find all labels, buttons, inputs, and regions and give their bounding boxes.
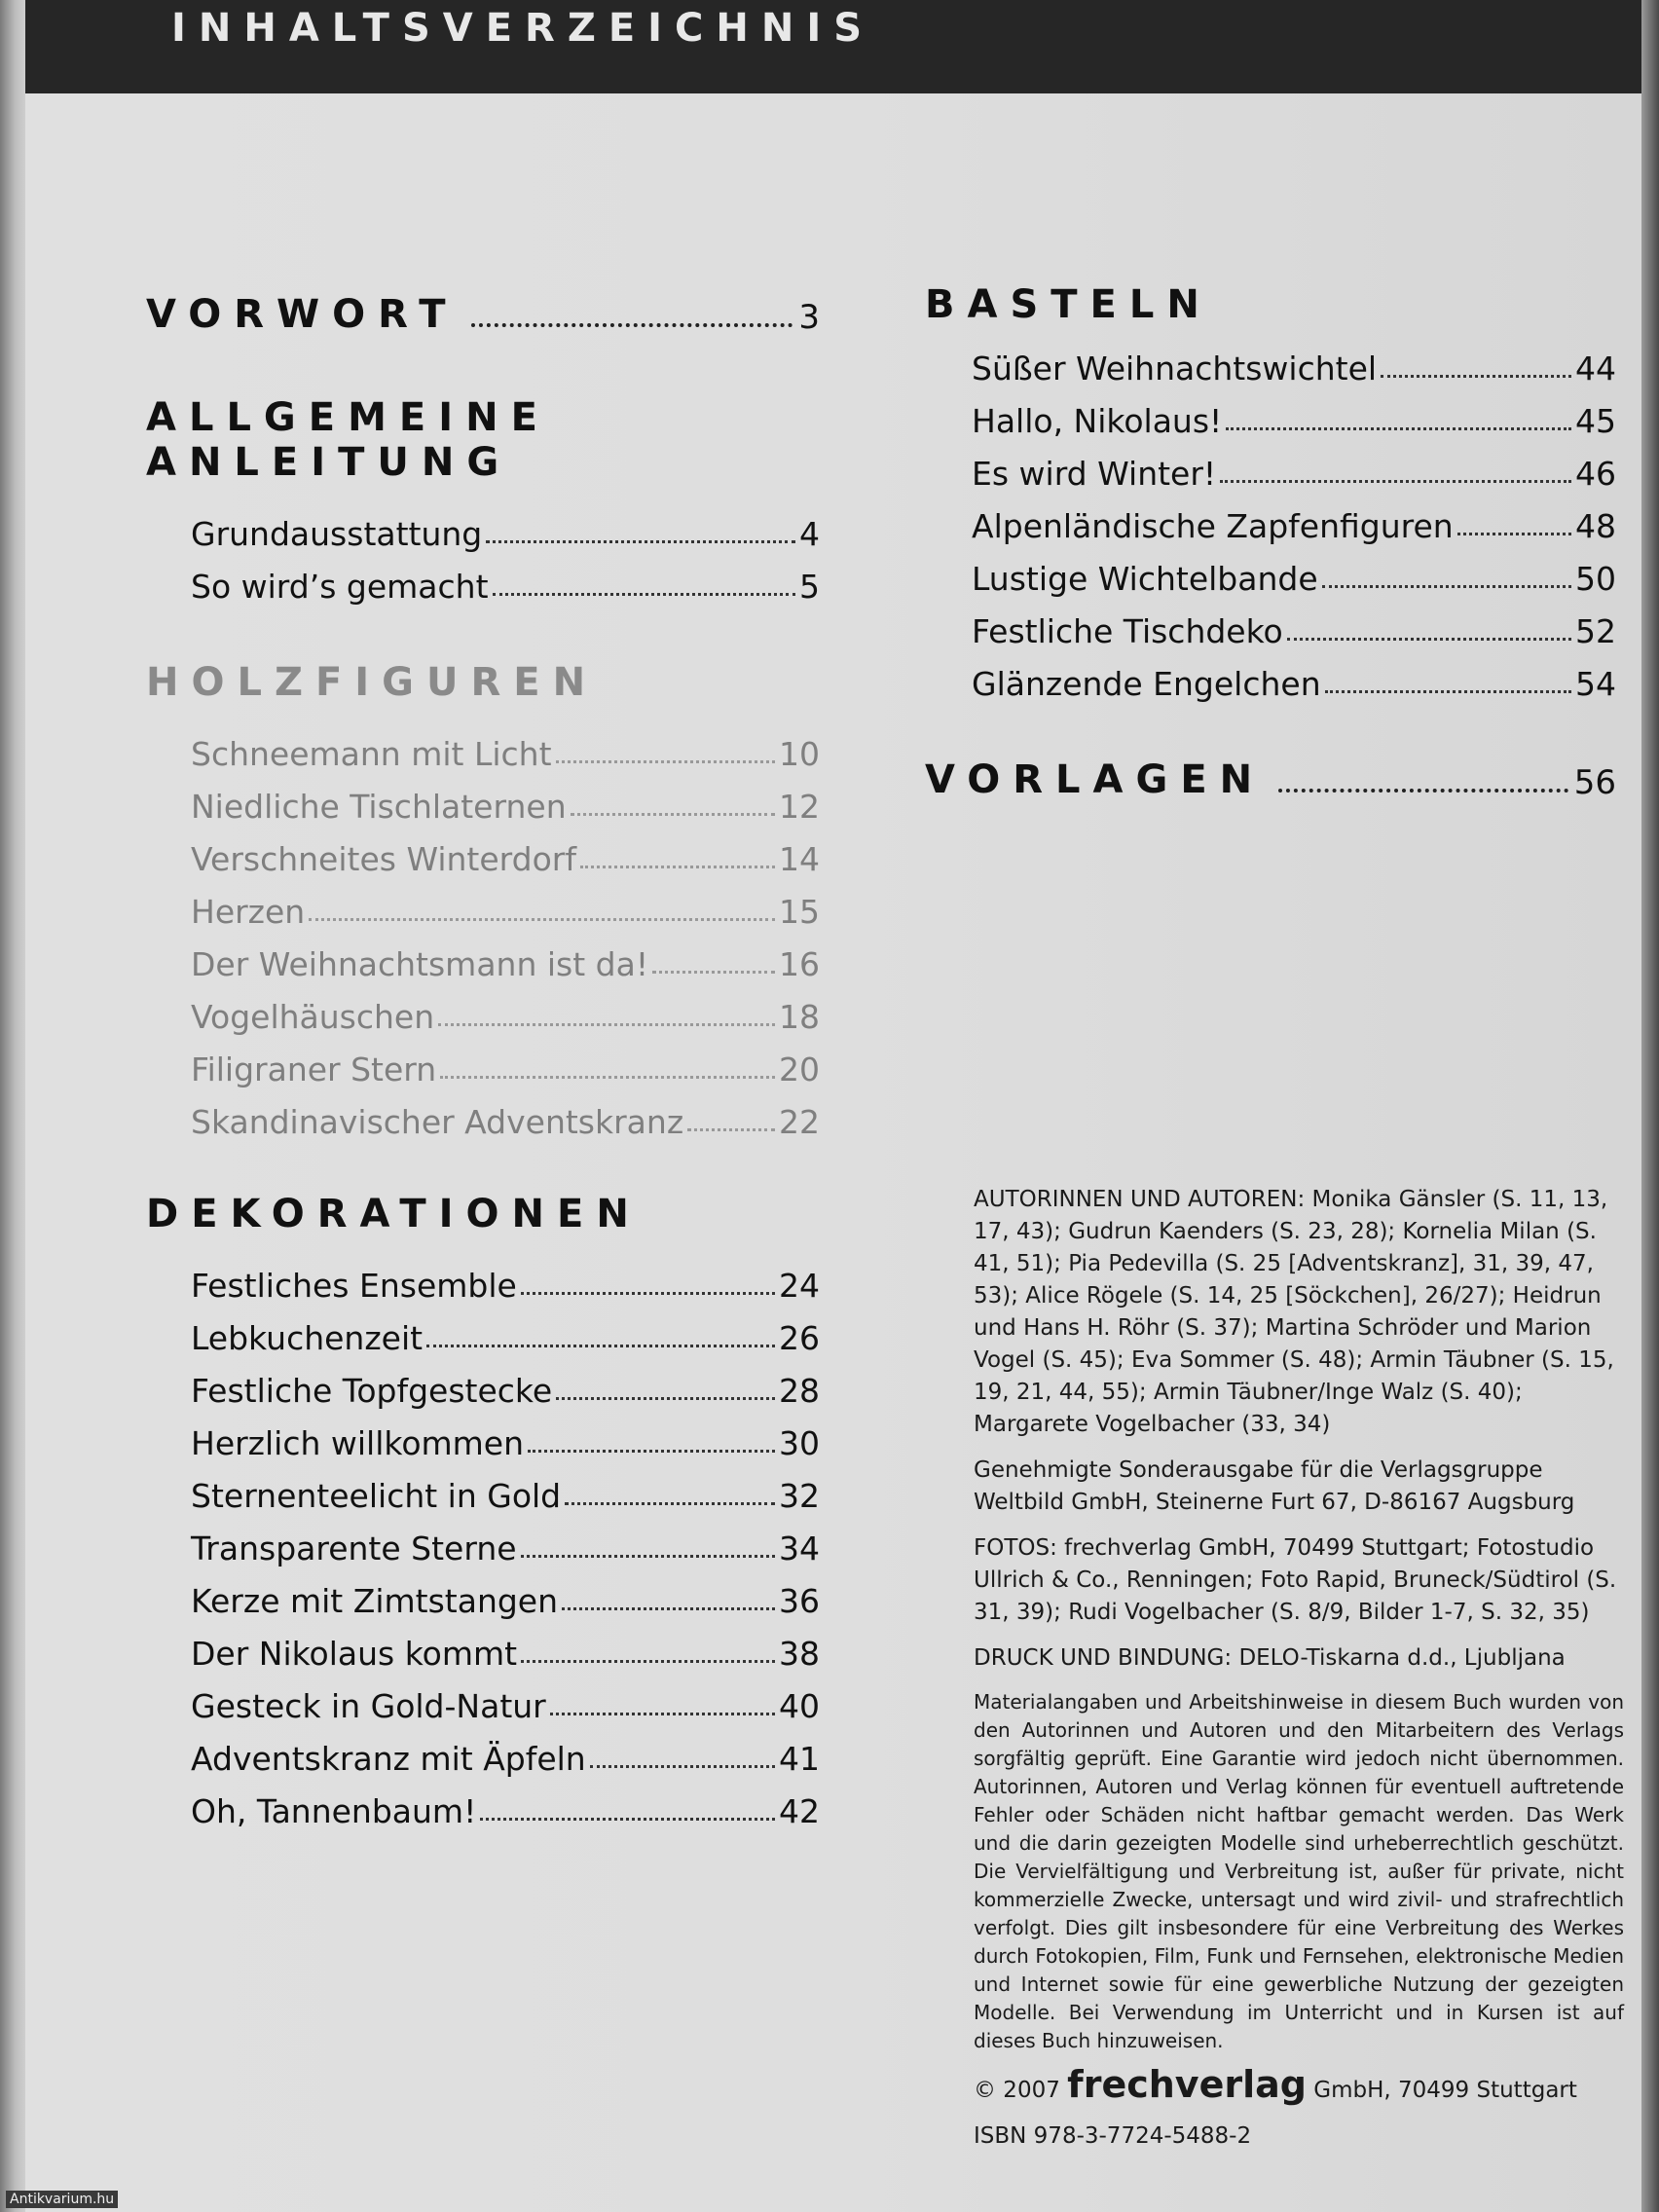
toc-entry[interactable] <box>191 773 820 826</box>
copyright-prefix: © 2007 <box>974 2078 1060 2103</box>
section-list-holzfiguren <box>191 720 820 1141</box>
dot-leader <box>521 1660 775 1663</box>
dot-leader <box>556 1397 775 1400</box>
entry-label: Verschneites Winterdorf <box>191 840 576 878</box>
entry-label: Alpenländische Zapfenfiguren <box>972 507 1454 545</box>
section-list-dekorationen <box>191 1252 820 1830</box>
toc-entry[interactable] <box>191 720 820 773</box>
entry-label: Es wird Winter! <box>972 455 1217 493</box>
entry-label: Hallo, Nikolaus! <box>972 402 1223 440</box>
page-number: 40 <box>779 1687 820 1725</box>
toc-right-column <box>925 282 1616 802</box>
entry-label: Lebkuchenzeit <box>191 1319 424 1357</box>
section-title-basteln: BASTELN <box>925 282 1212 327</box>
entry-label: Niedliche Tischlaternen <box>191 788 567 826</box>
dot-leader <box>480 1818 775 1821</box>
dot-leader <box>1322 585 1571 588</box>
entry-label: Transparente Sterne <box>191 1530 517 1567</box>
dot-leader <box>438 1023 775 1026</box>
toc-entry[interactable] <box>191 500 820 553</box>
toc-entry[interactable] <box>972 335 1616 387</box>
isbn: ISBN 978-3-7724-5488-2 <box>974 2123 1252 2149</box>
page-title: INHALTSVERZEICHNIS <box>171 6 875 51</box>
toc-entry[interactable] <box>191 983 820 1036</box>
page-number: 14 <box>779 840 820 878</box>
toc-entry[interactable] <box>972 545 1616 598</box>
page-number: 56 <box>1573 763 1616 802</box>
entry-label: Festliches Ensemble <box>191 1267 517 1305</box>
dot-leader <box>493 593 795 596</box>
dot-leader <box>440 1076 775 1079</box>
toc-entry[interactable] <box>191 1305 820 1357</box>
copyright-line <box>974 2063 1624 2107</box>
page-number: 22 <box>779 1103 820 1141</box>
entry-label: So wird’s gemacht <box>191 568 489 606</box>
dot-leader <box>528 1450 775 1453</box>
section-title-holzfiguren: HOLZFIGUREN <box>146 660 599 705</box>
dot-leader <box>550 1713 775 1715</box>
toc-entry[interactable] <box>191 1567 820 1620</box>
dot-leader <box>521 1555 775 1558</box>
publisher-brand: frechverlag <box>1067 2063 1307 2106</box>
page-number: 5 <box>799 568 820 606</box>
page-number: 54 <box>1575 665 1616 703</box>
toc-entry[interactable] <box>972 598 1616 650</box>
entry-label: Oh, Tannenbaum! <box>191 1792 477 1830</box>
dot-leader <box>565 1502 775 1505</box>
toc-vorwort[interactable] <box>146 292 820 337</box>
toc-entry[interactable] <box>191 1088 820 1141</box>
toc-entry[interactable] <box>191 931 820 983</box>
page-number: 12 <box>779 788 820 826</box>
dot-leader <box>1381 375 1571 378</box>
entry-label: Sternenteelicht in Gold <box>191 1477 562 1515</box>
page-number: 50 <box>1575 560 1616 598</box>
header-bar <box>25 0 1641 93</box>
section-list-allgemeine <box>191 500 820 606</box>
page-number: 3 <box>798 298 820 337</box>
entry-label: Schneemann mit Licht <box>191 735 552 773</box>
dot-leader <box>1226 427 1571 430</box>
entry-label: Lustige Wichtelbande <box>972 560 1318 598</box>
entry-label: Festliche Topfgestecke <box>191 1372 553 1410</box>
entry-label: Der Weihnachtsmann ist da! <box>191 945 649 983</box>
section-title-allgemeine: ALLGEMEINE ANLEITUNG <box>146 395 550 485</box>
dot-leader <box>1220 480 1571 483</box>
dot-leader <box>562 1607 775 1610</box>
entry-label: Skandinavischer Adventskranz <box>191 1103 684 1141</box>
toc-entry[interactable] <box>191 826 820 878</box>
toc-entry[interactable] <box>191 878 820 931</box>
dot-leader <box>687 1128 775 1131</box>
toc-entry[interactable] <box>191 1620 820 1673</box>
toc-entry[interactable] <box>191 1252 820 1305</box>
entry-label: Der Nikolaus kommt <box>191 1635 518 1673</box>
section-title-vorwort: VORWORT <box>146 292 459 337</box>
page-number: 52 <box>1575 612 1616 650</box>
imprint <box>974 1184 1624 2166</box>
entry-label: Herzen <box>191 893 306 931</box>
entry-label: Kerze mit Zimtstangen <box>191 1582 559 1620</box>
dot-leader <box>1325 690 1571 693</box>
page-number: 15 <box>779 893 820 931</box>
toc-entry[interactable] <box>191 1357 820 1410</box>
page-number: 30 <box>779 1424 820 1462</box>
page-number: 48 <box>1575 507 1616 545</box>
dot-leader <box>1278 789 1568 793</box>
toc-entry[interactable] <box>191 553 820 606</box>
print-credits: DRUCK UND BINDUNG: DELO-Tiskarna d.d., Ljubljana <box>974 1645 1566 1671</box>
page-number: 34 <box>779 1530 820 1567</box>
toc-vorlagen[interactable] <box>925 757 1616 802</box>
page-number: 44 <box>1575 350 1616 387</box>
dot-leader <box>309 918 775 921</box>
page-edge <box>1641 0 1659 2212</box>
dot-leader <box>556 760 775 763</box>
disclaimer: Materialangaben und Arbeitshinweise in diesem Buch wurden von den Autorinnen und Autoren und den Mitarbeitern des Verlags sorgfältig geprüft. Eine Garantie wird jedoch nicht übernommen. Autorinnen, Autoren und Verlag können für eventuell auftretende Fehler oder Schäden nicht haftbar gemacht werden. Das Werk und die darin gezeigten Modelle sind urheberrechtlich geschützt. Die Vervielfältigung und Verbreitung ist, außer für private, nicht kommerzielle Zwecke, untersagt und wird zivil- und strafrechtlich verfolgt. Dies gilt insbesondere für eine Verbreitung des Werkes durch Fotokopien, Film, Funk und Fernsehen, elektronische Medien und Internet sowie für eine gewerbliche Nutzung der gezeigten Modelle. Bei Verwendung im Unterricht und in Kursen ist auf dieses Buch hinzuweisen. <box>974 1690 1624 2052</box>
page-number: 10 <box>779 735 820 773</box>
toc-entry[interactable] <box>191 1462 820 1515</box>
dot-leader <box>571 813 775 816</box>
dot-leader <box>426 1345 775 1347</box>
toc-entry[interactable] <box>972 440 1616 493</box>
entry-label: Festliche Tischdeko <box>972 612 1283 650</box>
section-list-basteln <box>972 335 1616 703</box>
section-title-vorlagen: VORLAGEN <box>925 757 1266 802</box>
dot-leader <box>590 1765 775 1768</box>
page-number: 18 <box>779 998 820 1036</box>
authors-credits: AUTORINNEN UND AUTOREN: Monika Gänsler (S. 11, 13, 17, 43); Gudrun Kaenders (S. 23, 28); Kornelia Milan (S. 41, 51); Pia Pedevilla (S. 25 [Adventskranz], 31, 39, 47, 53); Alice Rögele (S. 14, 25 [Söckchen], 26/27); Heidrun und Hans H. Röhr (S. 37); Martina Schröder und Marion Vogel (S. 45); Eva Sommer (S. 48); Armin Täubner (S. 15, 19, 21, 44, 55); Armin Täubner/Inge Walz (S. 40); Margarete Vogelbacher (33, 34) <box>974 1187 1614 1437</box>
special-edition-note: Genehmigte Sonderausgabe für die Verlagsgruppe Weltbild GmbH, Steinerne Furt 67, D-86167 Augsburg <box>974 1457 1575 1515</box>
entry-label: Glänzende Engelchen <box>972 665 1321 703</box>
page-number: 26 <box>779 1319 820 1357</box>
page-number: 32 <box>779 1477 820 1515</box>
page-number: 20 <box>779 1051 820 1088</box>
entry-label: Adventskranz mit Äpfeln <box>191 1740 586 1778</box>
entry-label: Vogelhäuschen <box>191 998 435 1036</box>
entry-label: Grundausstattung <box>191 515 483 553</box>
toc-entry[interactable] <box>972 650 1616 703</box>
book-spine <box>0 0 25 2212</box>
dot-leader <box>1457 533 1571 535</box>
page-number: 38 <box>779 1635 820 1673</box>
page-number: 42 <box>779 1792 820 1830</box>
photo-credits: FOTOS: frechverlag GmbH, 70499 Stuttgart; Fotostudio Ullrich & Co., Renningen; Foto Rapid, Bruneck/Südtirol (S. 31, 39); Rudi Vogelbacher (S. 8/9, Bilder 1-7, S. 32, 35) <box>974 1535 1617 1625</box>
page-number: 16 <box>779 945 820 983</box>
dot-leader <box>580 866 775 868</box>
page-number: 41 <box>779 1740 820 1778</box>
dot-leader <box>486 540 795 543</box>
page-number: 28 <box>779 1372 820 1410</box>
copyright-suffix: GmbH, 70499 Stuttgart <box>1313 2078 1577 2103</box>
entry-label: Filigraner Stern <box>191 1051 437 1088</box>
toc-left-column <box>146 292 820 1830</box>
toc-entry[interactable] <box>191 1725 820 1778</box>
toc-entry[interactable] <box>972 493 1616 545</box>
toc-entry[interactable] <box>972 387 1616 440</box>
dot-leader <box>1287 638 1571 641</box>
page-number: 24 <box>779 1267 820 1305</box>
toc-entry[interactable] <box>191 1673 820 1725</box>
dot-leader <box>652 971 775 974</box>
dot-leader <box>521 1292 775 1295</box>
section-title-dekorationen: DEKORATIONEN <box>146 1192 642 1236</box>
toc-entry[interactable] <box>191 1778 820 1830</box>
entry-label: Gesteck in Gold-Natur <box>191 1687 546 1725</box>
toc-entry[interactable] <box>191 1515 820 1567</box>
entry-label: Süßer Weihnachtswichtel <box>972 350 1378 387</box>
dot-leader <box>471 323 793 327</box>
page-number: 4 <box>799 515 820 553</box>
toc-entry[interactable] <box>191 1036 820 1088</box>
watermark: Antikvarium.hu <box>6 2191 118 2208</box>
page-number: 36 <box>779 1582 820 1620</box>
page-number: 45 <box>1575 402 1616 440</box>
entry-label: Herzlich willkommen <box>191 1424 525 1462</box>
toc-entry[interactable] <box>191 1410 820 1462</box>
page-number: 46 <box>1575 455 1616 493</box>
